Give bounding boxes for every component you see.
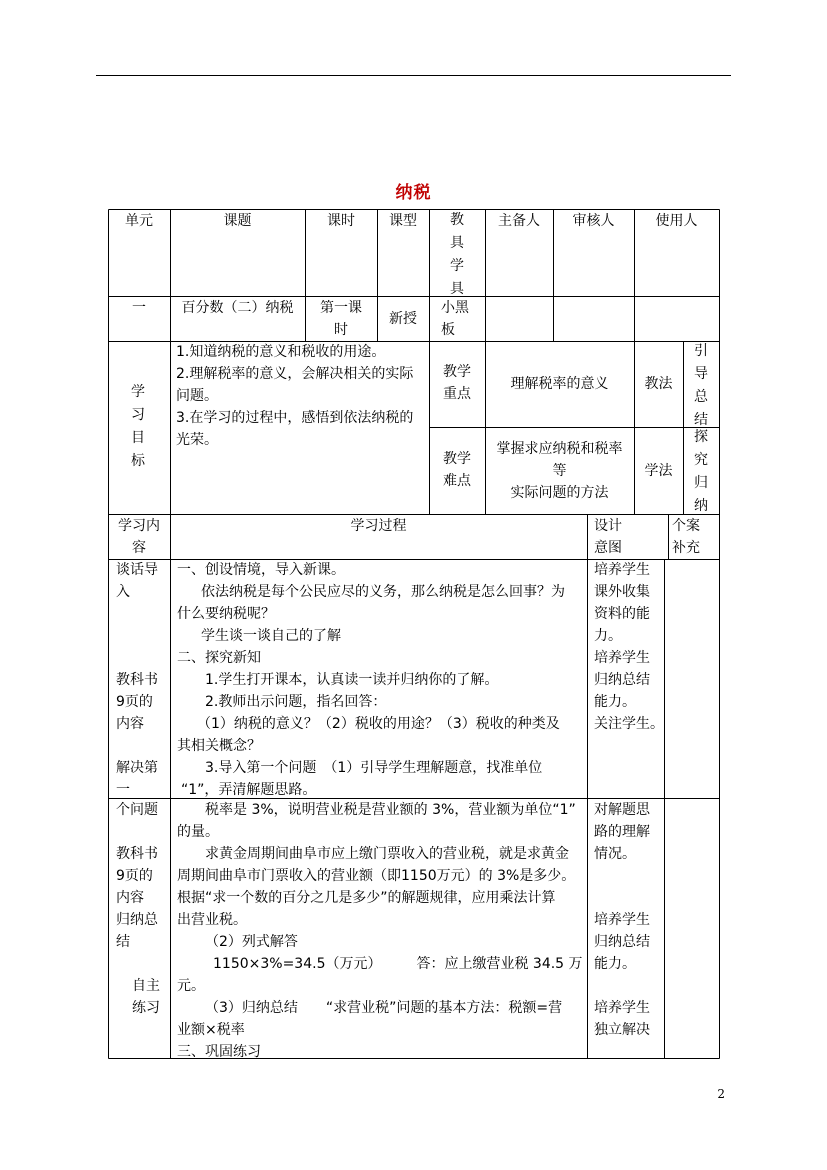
process-line: “1”，弄清解题思路。	[181, 782, 317, 798]
info-period-line2: 时	[334, 322, 348, 338]
key-point: 理解税率的意义	[510, 376, 609, 392]
key-point-label-line2: 重点	[443, 386, 471, 402]
objective-line: 问题。	[176, 388, 218, 404]
process-line: 2.教师出示问题，指名回答：	[205, 694, 387, 710]
content-line: 自主	[132, 978, 160, 994]
objective-line: 2.理解税率的意义，会解决相关的实际	[176, 366, 414, 382]
design-line	[594, 865, 650, 887]
study-method-label: 学法	[644, 463, 673, 479]
header-preparer: 主备人	[498, 213, 540, 229]
content-line: 练习	[132, 1000, 160, 1016]
process-line: 元。	[177, 978, 205, 994]
header-aids: 教具学具	[450, 212, 464, 297]
design-line: 能力。	[594, 956, 636, 972]
key-point-label-line1: 教学	[443, 364, 471, 380]
process-line: 学生谈一谈自己的了解	[201, 628, 341, 644]
section1-process-text	[177, 559, 565, 801]
content-header-line1: 学习内	[118, 518, 160, 534]
header-type: 课型	[389, 213, 417, 229]
design-line: 路的理解	[594, 824, 650, 840]
content-line	[116, 735, 158, 757]
objective-line: 光荣。	[176, 432, 218, 448]
design-line: 培养学生	[594, 562, 650, 578]
process-line: 周期间曲阜市门票收入的营业额（即1150万元）的 3%是多少。	[177, 868, 576, 884]
objectives-list	[176, 341, 413, 451]
header-user: 使用人	[655, 213, 698, 229]
content-header-line2: 容	[132, 540, 146, 556]
content-line: 归纳总	[116, 912, 158, 928]
section2-process-text	[177, 799, 583, 1063]
content-line: 结	[116, 934, 130, 950]
content-line	[116, 821, 160, 843]
objectives-label: 学习目标	[131, 384, 145, 469]
design-header-line2: 意图	[594, 540, 622, 556]
content-line: 谈话导	[116, 562, 158, 578]
process-line: 根据“求一个数的百分之几是多少”的解题规律，应用乘法计算	[177, 890, 556, 906]
process-line: 税率是 3%，说明营业税是营业额的 3%，营业额为单位“1”	[205, 802, 576, 818]
process-line: 3.导入第一个问题 （1）引导学生理解题意，找准单位	[205, 760, 543, 776]
process-line: （2）列式解答	[205, 934, 298, 950]
header-topic: 课题	[223, 213, 252, 229]
design-line: 归纳总结	[594, 934, 650, 950]
page-title: 纳税	[395, 183, 432, 203]
section2-content-column	[116, 799, 160, 1019]
design-line: 培养学生	[594, 1000, 650, 1016]
process-line: 1.学生打开课本，认真读一读并归纳你的了解。	[205, 672, 499, 688]
content-line: 入	[116, 584, 130, 600]
design-line: 资料的能	[594, 606, 650, 622]
process-line: 三、巩固练习	[177, 1044, 261, 1060]
page-number: 2	[717, 1087, 725, 1101]
teaching-method: 引导总结	[694, 343, 708, 428]
process-line: 出营业税。	[177, 912, 247, 928]
design-line	[594, 975, 650, 997]
content-line	[116, 603, 158, 625]
process-line: 二、探究新知	[177, 650, 261, 666]
difficulty-label-line2: 难点	[443, 473, 471, 489]
supplement-header-line2: 补充	[672, 540, 700, 556]
content-line: 个问题	[116, 802, 158, 818]
design-line: 归纳总结	[594, 672, 650, 688]
process-line: 业额×税率	[177, 1022, 245, 1038]
design-line: 培养学生	[594, 912, 650, 928]
difficulty-line: 掌握求应纳税和税率	[496, 441, 623, 457]
content-line: 9页的	[116, 694, 153, 710]
section1-design-column	[594, 559, 664, 735]
info-aids-line1: 小黑	[441, 300, 469, 316]
objective-line: 1.知道纳税的意义和税收的用途。	[176, 344, 386, 360]
difficulty-label-line1: 教学	[443, 451, 471, 467]
design-line: 对解题思	[594, 802, 650, 818]
process-line: 1150×3%=34.5（万元） 答：应上缴营业税 34.5 万	[213, 956, 583, 972]
info-type: 新授	[389, 311, 417, 327]
info-period-line1: 第一课	[320, 300, 362, 316]
process-line: 什么要纳税呢？	[177, 606, 275, 622]
content-line: 教科书	[116, 846, 158, 862]
section1-content-column	[116, 559, 158, 801]
content-line	[116, 953, 160, 975]
section2-design-column	[594, 799, 650, 1041]
process-line: 的量。	[177, 824, 219, 840]
design-line: 关注学生。	[594, 716, 664, 732]
teaching-method-label: 教法	[644, 376, 673, 392]
process-line: 求黄金周期间曲阜市应上缴门票收入的营业税，就是求黄金	[205, 846, 569, 862]
design-line: 独立解决	[594, 1022, 650, 1038]
study-method: 探究归纳	[694, 429, 708, 514]
content-line: 内容	[116, 716, 144, 732]
content-line: 内容	[116, 890, 144, 906]
design-line: 培养学生	[594, 650, 650, 666]
info-topic: 百分数（二）纳税	[181, 300, 294, 316]
process-line: 依法纳税是每个公民应尽的义务，那么纳税是怎么回事？为	[201, 584, 565, 600]
objective-line: 3.在学习的过程中，感悟到依法纳税的	[176, 410, 414, 426]
content-line	[116, 647, 158, 669]
content-line: 教科书	[116, 672, 158, 688]
content-line: 一	[116, 782, 130, 798]
header-unit: 单元	[125, 213, 153, 229]
design-line: 情况。	[594, 846, 636, 862]
header-period: 课时	[327, 213, 355, 229]
design-line	[594, 887, 650, 909]
info-unit: 一	[132, 300, 146, 316]
process-line: 其相关概念？	[177, 738, 261, 754]
supplement-header-line1: 个案	[672, 518, 700, 534]
info-aids-line2: 板	[441, 322, 455, 338]
design-line: 能力。	[594, 694, 636, 710]
design-line: 力。	[594, 628, 622, 644]
content-line	[116, 625, 158, 647]
process-line: （1）纳税的意义？（2）税收的用途？（3）税收的种类及	[197, 716, 560, 732]
content-line: 解决第	[116, 760, 158, 776]
design-line: 课外收集	[594, 584, 650, 600]
design-header-line1: 设计	[594, 518, 622, 534]
process-line: （3）归纳总结 “求营业税”问题的基本方法：税额=营	[205, 1000, 563, 1016]
header-reviewer: 审核人	[572, 213, 615, 229]
difficulty-line: 实际问题的方法	[510, 485, 609, 501]
process-line: 一、创设情境，导入新课。	[177, 562, 345, 578]
difficulty-line: 等	[552, 463, 567, 479]
process-header: 学习过程	[350, 518, 407, 534]
content-line: 9页的	[116, 868, 153, 884]
